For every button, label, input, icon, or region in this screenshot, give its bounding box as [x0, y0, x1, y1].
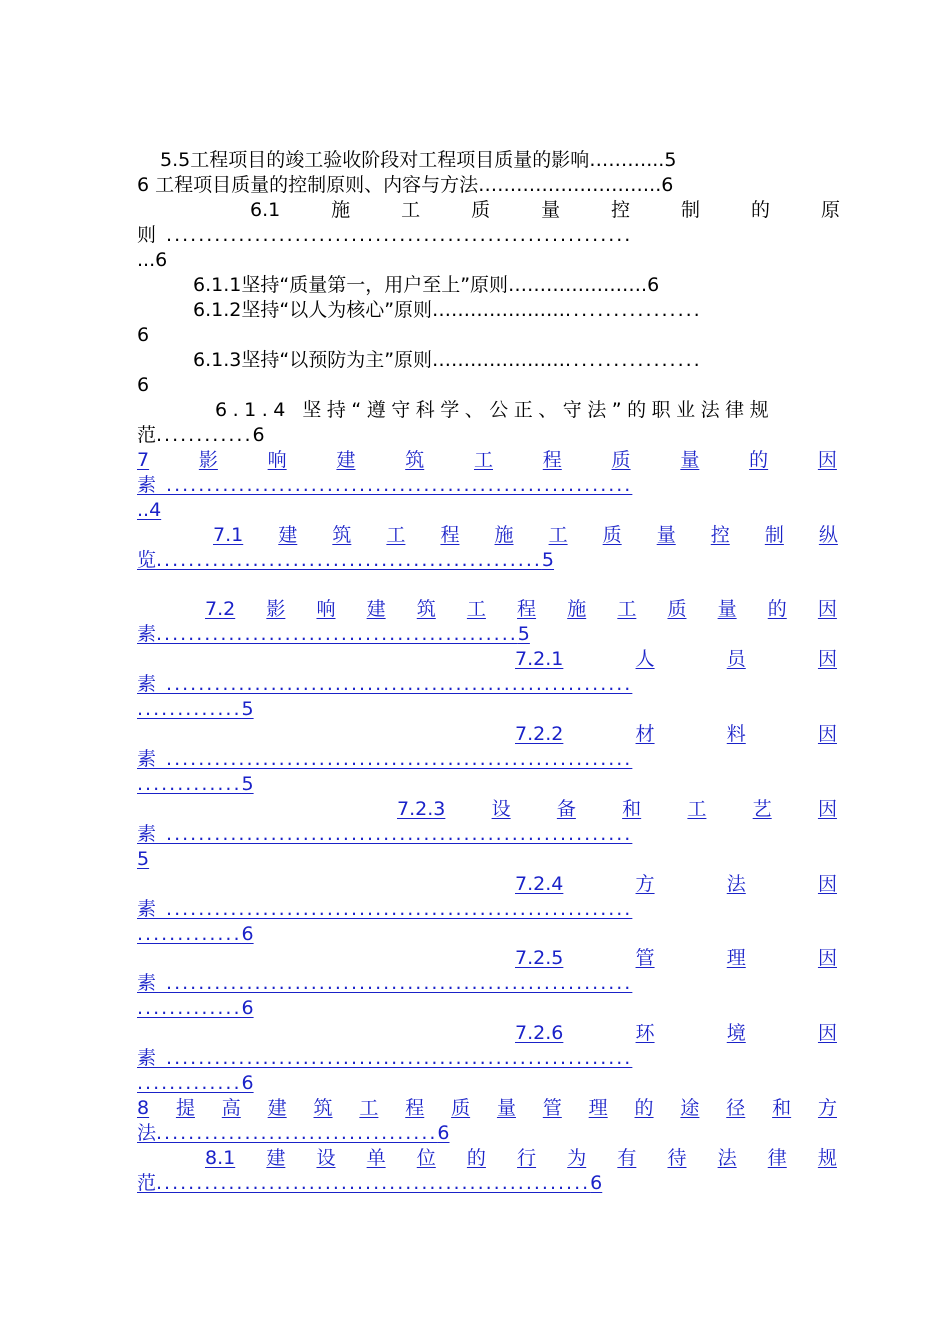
toc-char: 质: [602, 524, 622, 546]
toc-page: 6: [437, 1122, 450, 1144]
toc-page: 6: [241, 923, 254, 945]
toc-char: 因: [817, 723, 837, 745]
toc-leader: …………………: [432, 349, 566, 371]
toc-link-dots[interactable]: 素 ..........................................................: [137, 898, 633, 920]
toc-char: 高: [221, 1097, 241, 1119]
toc-page: .6: [655, 174, 674, 196]
toc-page: 6: [241, 997, 254, 1019]
toc-char: 提: [175, 1097, 195, 1119]
toc-char: 设: [316, 1147, 336, 1169]
toc-char: 建: [267, 1097, 287, 1119]
toc-char: 质: [471, 199, 491, 221]
toc-link-7-2-1[interactable]: [515, 647, 837, 672]
toc-char: 因: [817, 598, 837, 620]
toc-number: 7: [137, 449, 150, 471]
toc-number: 7.2.5: [515, 947, 564, 969]
toc-page: 6: [241, 1072, 254, 1094]
toc-char: 素: [137, 898, 159, 920]
toc-link-page[interactable]: .............6: [137, 923, 254, 945]
toc-leader: ……………………….: [478, 174, 656, 196]
toc-page: 6: [137, 324, 150, 346]
toc-dots-row: 则 ..........................................................: [137, 224, 633, 246]
toc-char: 设: [491, 798, 511, 820]
toc-char: 的: [750, 199, 770, 221]
toc-char: 制: [764, 524, 784, 546]
toc-char: 工: [386, 524, 406, 546]
toc-char: 位: [416, 1147, 436, 1169]
toc-title: 6 工程项目质量的控制原则、内容与方法: [137, 174, 479, 196]
toc-char: 范: [137, 1172, 157, 1194]
toc-char: 量: [541, 199, 561, 221]
toc-char: 控: [710, 524, 730, 546]
toc-char: 则: [137, 224, 159, 246]
toc-number: 7.2: [205, 598, 236, 620]
toc-title: 6.1.4 坚持“遵守科学、公正、守法”的职业法律规: [215, 399, 775, 421]
toc-char: 方: [635, 873, 655, 895]
toc-entry-6-1: [250, 198, 840, 223]
toc-page: 5: [241, 773, 254, 795]
toc-char: 法: [717, 1147, 737, 1169]
toc-link-7[interactable]: [137, 448, 837, 473]
toc-char: 有: [617, 1147, 637, 1169]
toc-char: 和: [622, 798, 642, 820]
toc-char: 因: [817, 798, 837, 820]
toc-title: 6.1.1坚持“质量第一，用户至上”原则: [193, 274, 509, 296]
toc-link-dots[interactable]: 素 ..........................................................: [137, 748, 633, 770]
toc-char: 素: [137, 823, 159, 845]
toc-char: 响: [316, 598, 336, 620]
toc-char: 因: [817, 947, 837, 969]
toc-number: 8.1: [205, 1147, 236, 1169]
toc-char: 环: [635, 1022, 655, 1044]
toc-number: 7.1: [213, 524, 244, 546]
toc-char: 境: [726, 1022, 746, 1044]
toc-link-7-2-4[interactable]: [515, 872, 837, 897]
toc-char: 和: [772, 1097, 792, 1119]
toc-char: 素: [137, 748, 159, 770]
toc-number: 6.1: [250, 199, 281, 221]
toc-number: 7.2.2: [515, 723, 564, 745]
toc-char: 影: [198, 449, 218, 471]
toc-char: 工: [473, 449, 493, 471]
toc-char: 规: [817, 1147, 837, 1169]
toc-leader: ………………….: [508, 274, 648, 296]
toc-char: 建: [336, 449, 356, 471]
toc-char: 的: [767, 598, 787, 620]
toc-char: 理: [588, 1097, 608, 1119]
toc-char: 程: [405, 1097, 425, 1119]
toc-link-page[interactable]: .............5: [137, 698, 254, 720]
toc-dots-row: 范............6: [137, 424, 265, 446]
toc-char: 理: [726, 947, 746, 969]
toc-link-dots[interactable]: 素 ..........................................................: [137, 1047, 633, 1069]
toc-char: 原: [820, 199, 840, 221]
toc-page-row: [137, 323, 837, 348]
toc-char: 建: [266, 1147, 286, 1169]
toc-char: 影: [266, 598, 286, 620]
toc-link-7-2-2[interactable]: [515, 722, 837, 747]
toc-link-dots[interactable]: 素 ..........................................................: [137, 673, 633, 695]
toc-char: 施: [331, 199, 351, 221]
toc-char: 工: [687, 798, 707, 820]
toc-link-7-1-dots[interactable]: 览................................................5: [137, 549, 555, 571]
toc-char: 范: [137, 424, 157, 446]
toc-link-7-2-5[interactable]: [515, 946, 837, 971]
toc-link-page[interactable]: .............6: [137, 997, 254, 1019]
toc-link-8-1[interactable]: [205, 1146, 837, 1171]
toc-char: 单: [366, 1147, 386, 1169]
toc-page: 5: [241, 698, 254, 720]
toc-char: 方: [817, 1097, 837, 1119]
toc-char: 素: [137, 972, 159, 994]
toc-char: 工: [466, 598, 486, 620]
toc-char: 法: [726, 873, 746, 895]
toc-char: 律: [767, 1147, 787, 1169]
toc-char: 建: [278, 524, 298, 546]
toc-char: 行: [517, 1147, 537, 1169]
toc-char: 因: [817, 449, 837, 471]
toc-char: 素: [137, 673, 159, 695]
toc-link-page[interactable]: [137, 847, 837, 872]
toc-page: 5: [517, 623, 530, 645]
toc-link-7-2-3[interactable]: [397, 797, 837, 822]
toc-number: 7.2.4: [515, 873, 564, 895]
toc-char: 筑: [405, 449, 425, 471]
toc-char: 因: [817, 648, 837, 670]
toc-char: 量: [717, 598, 737, 620]
toc-page-row: [137, 248, 837, 273]
toc-char: 料: [726, 723, 746, 745]
toc-entry-6-1-3: 6.1.3坚持“以预防为主”原则………………….................: [193, 349, 702, 371]
toc-page: ..4: [137, 499, 162, 521]
toc-char: 工: [401, 199, 421, 221]
toc-char: 量: [656, 524, 676, 546]
toc-char: 筑: [332, 524, 352, 546]
toc-char: 因: [817, 1022, 837, 1044]
toc-char: 量: [496, 1097, 516, 1119]
toc-number: 7.2.1: [515, 648, 564, 670]
toc-link-7-2-dots[interactable]: 素.............................................5: [137, 623, 530, 645]
toc-link-dots[interactable]: 素 ..........................................................: [137, 823, 633, 845]
toc-char: 筑: [313, 1097, 333, 1119]
toc-char: 为: [567, 1147, 587, 1169]
toc-char: 响: [267, 449, 287, 471]
toc-link-7-dots[interactable]: 素 ..........................................................: [137, 474, 633, 496]
toc-char: 员: [726, 648, 746, 670]
toc-char: 工: [359, 1097, 379, 1119]
toc-char: 素: [137, 623, 157, 645]
toc-char: 的: [634, 1097, 654, 1119]
toc-page-row: [137, 373, 837, 398]
toc-char: 法: [137, 1122, 157, 1144]
toc-char: 工: [617, 598, 637, 620]
toc-link-7-2-6[interactable]: [515, 1021, 837, 1046]
toc-char: 纵: [818, 524, 838, 546]
toc-char: 建: [366, 598, 386, 620]
toc-page: 5: [664, 149, 677, 171]
toc-char: 待: [667, 1147, 687, 1169]
toc-char: 人: [635, 648, 655, 670]
toc-page: 6: [252, 424, 265, 446]
toc-link-8-dots[interactable]: 法...................................6: [137, 1122, 450, 1144]
toc-page: 6: [590, 1172, 603, 1194]
toc-char: 量: [680, 449, 700, 471]
toc-entry-6-1-2: 6.1.2坚持“以人为核心”原则………………….................: [193, 299, 702, 321]
toc-number: 8: [137, 1097, 150, 1119]
toc-char: 质: [611, 449, 631, 471]
toc-char: 览: [137, 549, 157, 571]
toc-char: 材: [635, 723, 655, 745]
toc-char: 程: [440, 524, 460, 546]
toc-char: 艺: [752, 798, 772, 820]
toc-char: 施: [567, 598, 587, 620]
toc-char: 径: [726, 1097, 746, 1119]
toc-char: 施: [494, 524, 514, 546]
toc-char: 素: [137, 474, 159, 496]
toc-page: 6: [647, 274, 660, 296]
toc-page: ...6: [137, 249, 168, 271]
toc-page: 5: [137, 848, 150, 870]
toc-number: 7.2.6: [515, 1022, 564, 1044]
toc-char: 工: [548, 524, 568, 546]
toc-entry-6: [137, 173, 837, 198]
toc-char: 管: [635, 947, 655, 969]
toc-title: 6.1.2坚持“以人为核心”原则: [193, 299, 433, 321]
toc-char: 的: [466, 1147, 486, 1169]
toc-char: 管: [542, 1097, 562, 1119]
toc-char: 备: [556, 798, 576, 820]
toc-link-page[interactable]: .............6: [137, 1072, 254, 1094]
toc-link-8-1-dots[interactable]: 范......................................................6: [137, 1172, 603, 1194]
toc-char: 程: [517, 598, 537, 620]
toc-page: 6: [137, 374, 150, 396]
toc-char: 筑: [416, 598, 436, 620]
toc-char: 程: [542, 449, 562, 471]
toc-link-page[interactable]: .............5: [137, 773, 254, 795]
toc-char: 质: [667, 598, 687, 620]
toc-char: 制: [681, 199, 701, 221]
toc-link-dots[interactable]: 素 ..........................................................: [137, 972, 633, 994]
toc-char: 因: [817, 873, 837, 895]
toc-entry-6-1-1: [193, 273, 843, 298]
toc-char: 途: [680, 1097, 700, 1119]
toc-link-7-1[interactable]: [213, 523, 838, 548]
toc-leader: ………...: [589, 149, 665, 171]
toc-title: 5.5工程项目的竣工验收阶段对工程项目质量的影响: [160, 149, 590, 171]
toc-leader: …………………: [432, 299, 566, 321]
toc-entry-5-5: [160, 148, 840, 173]
toc-char: 质: [451, 1097, 471, 1119]
toc-link-8[interactable]: [137, 1096, 837, 1121]
toc-char: 控: [611, 199, 631, 221]
toc-char: 素: [137, 1047, 159, 1069]
toc-char: 的: [749, 449, 769, 471]
toc-number: 7.2.3: [397, 798, 446, 820]
toc-title: 6.1.3坚持“以预防为主”原则: [193, 349, 433, 371]
toc-entry-6-1-4: [215, 398, 840, 423]
toc-page: 5: [541, 549, 555, 571]
toc-link-7-2[interactable]: [205, 597, 837, 622]
toc-link-7-page[interactable]: [137, 498, 837, 523]
